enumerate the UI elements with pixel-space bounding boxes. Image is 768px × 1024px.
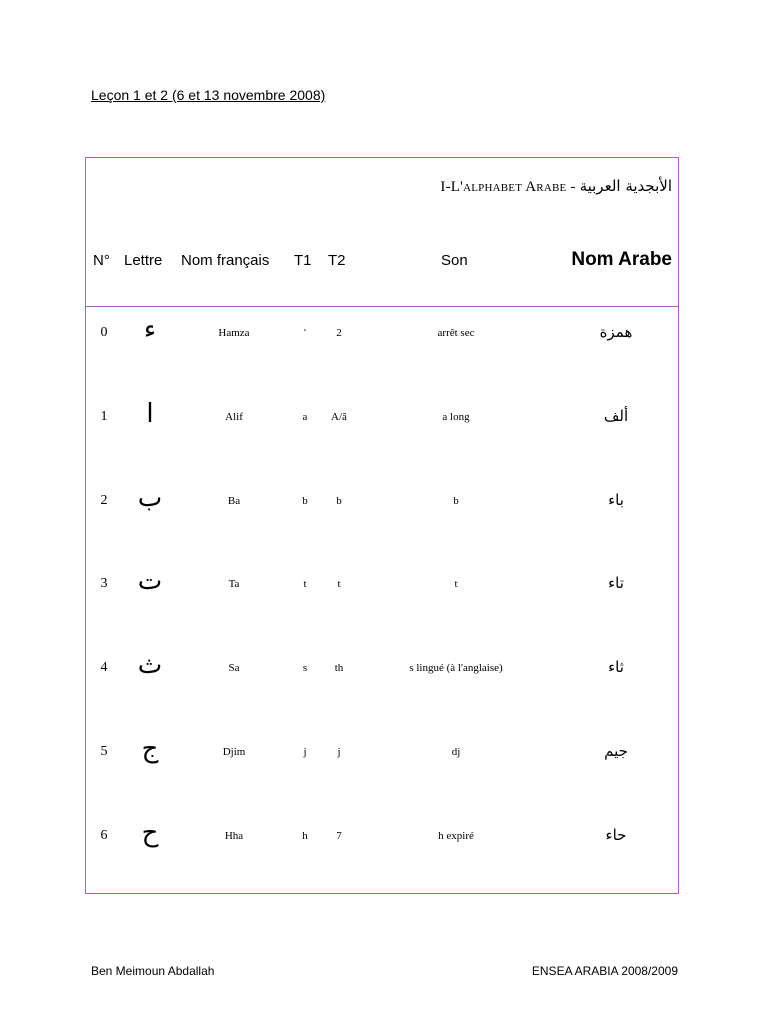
row-nom-arabe: ثاء [608,658,624,677]
row-t2: A/â [331,410,347,423]
row-nom-arabe: حاء [605,825,627,844]
row-son: h expiré [438,829,474,842]
row-letter: ت [137,566,163,597]
row-nom-arabe: تاء [608,574,624,593]
row-nom-arabe: همزة [599,323,633,341]
row-t1: b [302,494,308,507]
col-header-no: N° [93,252,110,269]
row-nom-arabe: باء [608,490,624,509]
row-t2: t [337,578,341,591]
row-nom-francais: Djim [222,746,246,758]
row-letter: ث [137,650,163,681]
row-number: 6 [100,827,108,843]
lesson-title: Leçon 1 et 2 (6 et 13 novembre 2008) [91,87,326,103]
col-header-son: Son [441,252,468,269]
row-t1: ' [304,327,306,339]
row-number: 0 [100,325,108,340]
row-t1: h [302,829,308,842]
footer-institution: ENSEA ARABIA 2008/2009 [531,964,678,978]
row-t2: 7 [336,829,342,842]
row-number: 3 [100,576,108,592]
row-nom-francais: Ta [228,578,240,591]
row-letter: ج [141,734,159,764]
row-nom-francais: Alif [225,410,243,423]
row-son: arrêt sec [437,327,475,339]
row-t2: 2 [336,327,342,339]
col-header-t1: T1 [294,252,312,269]
row-son: b [453,494,459,507]
row-letter: ب [137,482,163,513]
section-title-latin: I-L'alphabet Arabe - [440,179,576,195]
row-t1: s [302,662,308,675]
row-nom-arabe: ألف [603,406,629,425]
row-letter: ء [143,315,157,345]
header-divider [86,306,678,307]
section-title-arabic: الأبجدية العربية [579,177,672,195]
col-header-nom-arabe: Nom Arabe [571,249,672,270]
row-t2: j [337,746,341,758]
col-header-lettre: Lettre [124,252,163,269]
row-t2: th [334,662,344,675]
row-t1: j [303,746,307,758]
row-nom-francais: Hha [224,829,244,842]
row-nom-francais: Ba [227,494,241,507]
row-son: s lingué (à l'anglaise) [409,662,503,675]
row-t1: a [302,410,308,423]
row-letter: ح [141,817,159,848]
alphabet-table [85,157,679,894]
row-t2: b [336,494,342,507]
row-t1: t [303,578,307,591]
row-nom-arabe: جيم [604,742,628,760]
row-number: 1 [100,408,108,424]
section-title [440,177,672,196]
row-number: 4 [100,660,108,676]
footer-author: Ben Meimoun Abdallah [91,964,215,978]
row-number: 2 [100,492,108,508]
row-nom-francais: Sa [228,662,240,675]
row-nom-francais: Hamza [218,327,250,339]
row-son: a long [442,410,470,423]
row-son: t [454,578,458,591]
row-letter: ا [146,398,154,429]
col-header-nom-francais: Nom français [181,252,270,269]
row-number: 5 [100,744,108,759]
row-son: dj [451,746,461,758]
col-header-t2: T2 [328,252,346,269]
